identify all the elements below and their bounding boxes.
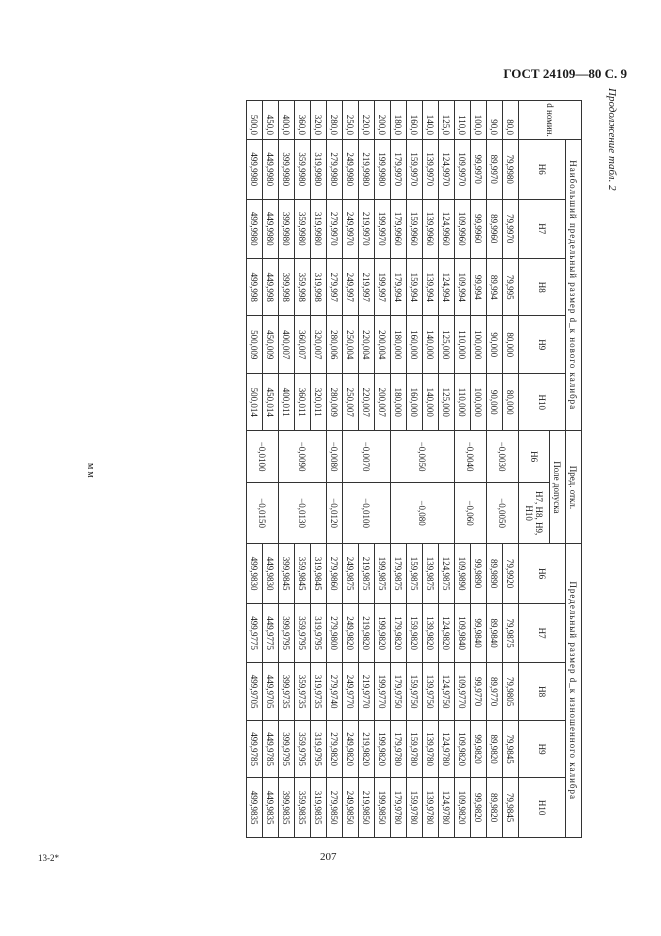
cell-new-н7: 199,9970 [375, 199, 391, 259]
cell-worn-н9: 319,9795 [311, 720, 327, 777]
cell-deviation-h6: −0,0100 [247, 431, 279, 482]
cell-new-н8: 99,994 [471, 259, 487, 316]
cell-new-н10: 450,014 [263, 373, 279, 431]
cell-new-н10: 200,007 [375, 373, 391, 431]
cell-new-н10: 140,000 [423, 373, 439, 431]
cell-new-н7: 449,9980 [263, 199, 279, 259]
cell-worn-н9: 199,9820 [375, 720, 391, 777]
cell-deviation-h6: −0,0080 [327, 431, 343, 482]
cell-worn-н7: 219,9820 [359, 603, 375, 663]
cell-worn-н6: 499,9830 [247, 544, 263, 604]
cell-worn-н7: 139,9820 [423, 603, 439, 663]
cell-worn-н9: 159,9780 [407, 720, 423, 777]
cell-new-н8: 89,994 [487, 259, 503, 316]
sub-header-new-h8: Н8 [519, 259, 566, 316]
cell-worn-н7: 449,9775 [263, 603, 279, 663]
cell-worn-н7: 109,9840 [455, 603, 471, 663]
table-row [439, 101, 455, 838]
cell-d-nominal: 180,0 [391, 101, 407, 140]
cell-new-н9: 400,007 [279, 316, 295, 373]
table-row [503, 101, 519, 838]
cell-worn-н10: 89,9820 [487, 778, 503, 838]
cell-new-н9: 250,004 [343, 316, 359, 373]
cell-d-nominal: 220,0 [359, 101, 375, 140]
cell-worn-н7: 399,9795 [279, 603, 295, 663]
cell-deviation-h7-h10: −0,060 [455, 482, 487, 544]
cell-new-н9: 140,000 [423, 316, 439, 373]
cell-new-н8: 319,998 [311, 259, 327, 316]
cell-d-nominal: 90,0 [487, 101, 503, 140]
cell-new-н8: 499,998 [247, 259, 263, 316]
cell-new-н9: 320,007 [311, 316, 327, 373]
cell-new-н8: 249,997 [343, 259, 359, 316]
cell-worn-н8: 499,9705 [247, 663, 263, 720]
cell-worn-н8: 179,9750 [391, 663, 407, 720]
cell-new-н6: 359,9980 [295, 139, 311, 199]
cell-new-н7: 249,9970 [343, 199, 359, 259]
cell-worn-н10: 499,9835 [247, 778, 263, 838]
cell-worn-н6: 99,9890 [471, 544, 487, 604]
cell-new-н6: 89,9970 [487, 139, 503, 199]
cell-new-н7: 179,9960 [391, 199, 407, 259]
col-header-d-nominal: d номин. [519, 101, 582, 140]
cell-d-nominal: 450,0 [263, 101, 279, 140]
cell-worn-н7: 249,9820 [343, 603, 359, 663]
cell-worn-н8: 99,9770 [471, 663, 487, 720]
sub-header-worn-h6: Н6 [519, 544, 566, 604]
cell-new-н7: 279,9970 [327, 199, 343, 259]
cell-new-н8: 179,994 [391, 259, 407, 316]
cell-deviation-h7-h10: −0,0050 [487, 482, 519, 544]
cell-new-н6: 399,9980 [279, 139, 295, 199]
cell-new-н6: 249,9980 [343, 139, 359, 199]
sub-header-tolerance-field: Поле допуска [550, 431, 566, 544]
cell-new-н7: 159,9960 [407, 199, 423, 259]
cell-new-н6: 124,9970 [439, 139, 455, 199]
cell-worn-н9: 449,9785 [263, 720, 279, 777]
cell-worn-н6: 319,9845 [311, 544, 327, 604]
cell-worn-н9: 179,9780 [391, 720, 407, 777]
cell-worn-н6: 109,9890 [455, 544, 471, 604]
cell-worn-н10: 359,9835 [295, 778, 311, 838]
cell-worn-н9: 89,9820 [487, 720, 503, 777]
cell-new-н9: 80,000 [503, 316, 519, 373]
cell-deviation-h7-h10: −0,0150 [247, 482, 279, 544]
cell-worn-н10: 219,9850 [359, 778, 375, 838]
cell-d-nominal: 160,0 [407, 101, 423, 140]
cell-worn-н7: 319,9795 [311, 603, 327, 663]
cell-new-н9: 125,000 [439, 316, 455, 373]
cell-worn-н6: 139,9875 [423, 544, 439, 604]
cell-d-nominal: 140,0 [423, 101, 439, 140]
cell-new-н9: 500,009 [247, 316, 263, 373]
cell-new-н10: 90,000 [487, 373, 503, 431]
cell-worn-н7: 79,9875 [503, 603, 519, 663]
table-row [471, 101, 487, 838]
sub-header-dev-h6: Н6 [519, 431, 550, 482]
cell-new-н6: 319,9980 [311, 139, 327, 199]
cell-worn-н6: 199,9875 [375, 544, 391, 604]
cell-worn-н7: 89,9840 [487, 603, 503, 663]
cell-deviation-h6: −0,0070 [343, 431, 391, 482]
cell-new-н6: 159,9970 [407, 139, 423, 199]
cell-new-н7: 399,9980 [279, 199, 295, 259]
cell-worn-н10: 279,9850 [327, 778, 343, 838]
cell-worn-н7: 199,9820 [375, 603, 391, 663]
sub-header-worn-h8: Н8 [519, 663, 566, 720]
cell-deviation-h6: −0,0030 [487, 431, 519, 482]
cell-worn-н8: 89,9770 [487, 663, 503, 720]
cell-new-н6: 79,9980 [503, 139, 519, 199]
cell-deviation-h7-h10: −0,080 [391, 482, 455, 544]
cell-new-н7: 79,9970 [503, 199, 519, 259]
cell-worn-н6: 399,9845 [279, 544, 295, 604]
table-body [247, 101, 519, 838]
cell-worn-н8: 124,9750 [439, 663, 455, 720]
cell-new-н6: 139,9970 [423, 139, 439, 199]
sub-header-new-h10: Н10 [519, 373, 566, 431]
cell-d-nominal: 360,0 [295, 101, 311, 140]
cell-worn-н8: 199,9770 [375, 663, 391, 720]
cell-worn-н10: 319,9835 [311, 778, 327, 838]
col-group-worn-gauge: Предельный размер d_к изношенного калибра [566, 544, 582, 838]
cell-new-н8: 109,994 [455, 259, 471, 316]
cell-deviation-h6: −0,0050 [391, 431, 455, 482]
cell-worn-н9: 249,9820 [343, 720, 359, 777]
cell-new-н8: 359,998 [295, 259, 311, 316]
cell-new-н10: 250,007 [343, 373, 359, 431]
cell-d-nominal: 500,0 [247, 101, 263, 140]
cell-new-н10: 160,000 [407, 373, 423, 431]
cell-d-nominal: 280,0 [327, 101, 343, 140]
cell-worn-н10: 109,9820 [455, 778, 471, 838]
cell-new-н10: 180,000 [391, 373, 407, 431]
cell-new-н6: 199,9980 [375, 139, 391, 199]
cell-d-nominal: 110,0 [455, 101, 471, 140]
gauge-dimension-table [246, 100, 582, 838]
cell-worn-н6: 279,9860 [327, 544, 343, 604]
page-number: 207 [320, 851, 337, 863]
cell-worn-н8: 399,9735 [279, 663, 295, 720]
cell-d-nominal: 125,0 [439, 101, 455, 140]
cell-new-н10: 500,014 [247, 373, 263, 431]
cell-d-nominal: 250,0 [343, 101, 359, 140]
cell-new-н9: 90,000 [487, 316, 503, 373]
cell-worn-н10: 399,9835 [279, 778, 295, 838]
col-group-new-gauge: Наибольший предельный размер d_к нового калибра [566, 139, 582, 431]
cell-new-н6: 449,9980 [263, 139, 279, 199]
footnote-mark: 13-2* [38, 853, 59, 863]
cell-new-н7: 359,9980 [295, 199, 311, 259]
cell-worn-н6: 449,9830 [263, 544, 279, 604]
cell-worn-н10: 139,9780 [423, 778, 439, 838]
cell-worn-н8: 249,9770 [343, 663, 359, 720]
cell-worn-н7: 279,9800 [327, 603, 343, 663]
cell-worn-н9: 124,9780 [439, 720, 455, 777]
cell-new-н8: 399,998 [279, 259, 295, 316]
standard-designation: ГОСТ 24109—80 С. 9 [503, 66, 627, 81]
sub-header-new-h9: Н9 [519, 316, 566, 373]
cell-new-н6: 179,9970 [391, 139, 407, 199]
cell-worn-н9: 399,9795 [279, 720, 295, 777]
cell-worn-н8: 159,9750 [407, 663, 423, 720]
units-text: мм [85, 463, 96, 480]
cell-worn-н6: 179,9875 [391, 544, 407, 604]
cell-worn-н10: 199,9850 [375, 778, 391, 838]
cell-new-н9: 280,006 [327, 316, 343, 373]
cell-new-н8: 79,995 [503, 259, 519, 316]
table-row [375, 101, 391, 838]
cell-d-nominal: 80,0 [503, 101, 519, 140]
cell-worn-н10: 179,9780 [391, 778, 407, 838]
cell-new-н10: 220,007 [359, 373, 375, 431]
cell-worn-н9: 279,9820 [327, 720, 343, 777]
cell-worn-н9: 359,9795 [295, 720, 311, 777]
table-row [327, 101, 343, 838]
cell-new-н9: 200,004 [375, 316, 391, 373]
col-group-deviation: Пред. откл. [566, 431, 582, 544]
cell-worn-н8: 279,9740 [327, 663, 343, 720]
cell-worn-н9: 109,9820 [455, 720, 471, 777]
cell-new-н10: 110,000 [455, 373, 471, 431]
cell-d-nominal: 100,0 [471, 101, 487, 140]
cell-new-н8: 124,994 [439, 259, 455, 316]
cell-worn-н9: 219,9820 [359, 720, 375, 777]
cell-worn-н6: 359,9845 [295, 544, 311, 604]
cell-new-н6: 99,9970 [471, 139, 487, 199]
cell-worn-н7: 359,9795 [295, 603, 311, 663]
sub-header-worn-h10: Н10 [519, 778, 566, 838]
cell-worn-н6: 219,9875 [359, 544, 375, 604]
table-row [311, 101, 327, 838]
cell-worn-н7: 99,9840 [471, 603, 487, 663]
cell-new-н6: 109,9970 [455, 139, 471, 199]
cell-worn-н9: 139,9780 [423, 720, 439, 777]
sub-header-worn-h9: Н9 [519, 720, 566, 777]
cell-new-н7: 499,9980 [247, 199, 263, 259]
cell-new-н7: 139,9960 [423, 199, 439, 259]
cell-worn-н6: 124,9875 [439, 544, 455, 604]
cell-new-н7: 109,9960 [455, 199, 471, 259]
cell-worn-н8: 109,9770 [455, 663, 471, 720]
cell-new-н9: 160,000 [407, 316, 423, 373]
cell-worn-н8: 219,9770 [359, 663, 375, 720]
cell-new-н10: 400,011 [279, 373, 295, 431]
cell-new-н9: 220,004 [359, 316, 375, 373]
cell-worn-н10: 249,9850 [343, 778, 359, 838]
cell-new-н10: 125,000 [439, 373, 455, 431]
cell-new-н7: 219,9970 [359, 199, 375, 259]
cell-worn-н6: 249,9875 [343, 544, 359, 604]
cell-new-н8: 159,994 [407, 259, 423, 316]
cell-worn-н9: 99,9820 [471, 720, 487, 777]
cell-worn-н6: 89,9890 [487, 544, 503, 604]
cell-worn-н9: 499,9785 [247, 720, 263, 777]
cell-worn-н7: 124,9820 [439, 603, 455, 663]
cell-worn-н8: 319,9735 [311, 663, 327, 720]
sub-header-worn-h7: Н7 [519, 603, 566, 663]
cell-deviation-h7-h10: −0,0100 [343, 482, 391, 544]
cell-new-н6: 279,9980 [327, 139, 343, 199]
cell-new-н10: 320,011 [311, 373, 327, 431]
cell-worn-н9: 79,9845 [503, 720, 519, 777]
cell-new-н6: 219,9980 [359, 139, 375, 199]
cell-new-н8: 449,998 [263, 259, 279, 316]
cell-worn-н10: 159,9780 [407, 778, 423, 838]
cell-worn-н10: 124,9780 [439, 778, 455, 838]
cell-worn-н7: 179,9820 [391, 603, 407, 663]
sub-header-new-h6: Н6 [519, 139, 566, 199]
cell-d-nominal: 320,0 [311, 101, 327, 140]
cell-worn-н6: 159,9875 [407, 544, 423, 604]
cell-new-н7: 89,9960 [487, 199, 503, 259]
cell-new-н10: 360,011 [295, 373, 311, 431]
cell-worn-н10: 449,9835 [263, 778, 279, 838]
cell-worn-н7: 159,9820 [407, 603, 423, 663]
cell-new-н9: 100,000 [471, 316, 487, 373]
cell-d-nominal: 200,0 [375, 101, 391, 140]
cell-deviation-h6: −0,0040 [455, 431, 487, 482]
sub-header-new-h7: Н7 [519, 199, 566, 259]
cell-new-н7: 319,9980 [311, 199, 327, 259]
cell-new-н7: 99,9960 [471, 199, 487, 259]
cell-worn-н6: 79,9920 [503, 544, 519, 604]
cell-new-н8: 219,997 [359, 259, 375, 316]
cell-new-н8: 139,994 [423, 259, 439, 316]
cell-new-н6: 499,9980 [247, 139, 263, 199]
sub-header-dev-h7-h10: Н7, Н8, Н9, Н10 [519, 482, 550, 544]
cell-new-н9: 180,000 [391, 316, 407, 373]
cell-deviation-h7-h10: −0,0120 [327, 482, 343, 544]
cell-new-н8: 199,997 [375, 259, 391, 316]
cell-worn-н10: 99,9820 [471, 778, 487, 838]
cell-worn-н7: 499,9775 [247, 603, 263, 663]
cell-new-н10: 100,000 [471, 373, 487, 431]
cell-worn-н10: 79,9845 [503, 778, 519, 838]
cell-new-н9: 450,009 [263, 316, 279, 373]
cell-new-н10: 280,009 [327, 373, 343, 431]
cell-deviation-h7-h10: −0,0130 [279, 482, 327, 544]
cell-new-н10: 80,000 [503, 373, 519, 431]
continuation-text: Продолжение табл. 2 [606, 88, 618, 191]
cell-d-nominal: 400,0 [279, 101, 295, 140]
cell-new-н8: 279,997 [327, 259, 343, 316]
cell-worn-н8: 139,9750 [423, 663, 439, 720]
cell-new-н9: 110,000 [455, 316, 471, 373]
cell-worn-н8: 359,9735 [295, 663, 311, 720]
cell-new-н7: 124,9960 [439, 199, 455, 259]
cell-new-н9: 360,007 [295, 316, 311, 373]
cell-worn-н8: 79,9805 [503, 663, 519, 720]
table-row [263, 101, 279, 838]
cell-deviation-h6: −0,0090 [279, 431, 327, 482]
cell-worn-н8: 449,9705 [263, 663, 279, 720]
